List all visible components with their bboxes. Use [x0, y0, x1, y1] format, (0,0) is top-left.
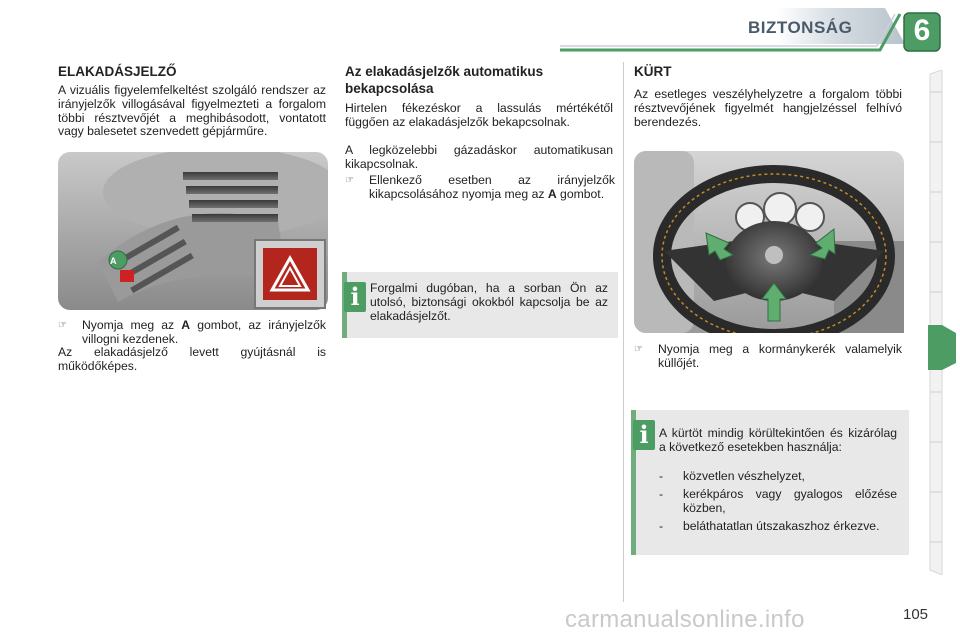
- bullet-arrow-icon: ☞: [634, 344, 643, 355]
- list-item: - kerékpáros vagy gyalogos előzése közben,: [659, 487, 897, 515]
- auto-hazard-bullet-post: gombot.: [556, 186, 605, 201]
- horn-intro: Az esetleges veszélyhelyzetre a forgalom többi résztvevőjének figyelmét hangjelzéssel felhívó berendezés.: [634, 87, 902, 129]
- hazard-note: Az elakadásjelző levett gyújtásnál is működőképes.: [58, 345, 326, 373]
- hazard-bullet: [58, 319, 328, 347]
- chapter-tab-strip: [928, 70, 960, 575]
- auto-hazard-para2: A legközelebbi gázadáskor automatikusan kikapcsolnak.: [345, 143, 613, 171]
- horn-info-intro: A kürtöt mindig körültekintően és kizárólag a következő esetekben használja:: [659, 426, 897, 454]
- bullet-arrow-icon: ☞: [345, 175, 354, 186]
- hazard-lights-section: [58, 63, 328, 80]
- auto-hazard-para1: Hirtelen fékezéskor a lassulás mértékétől függően az elakadásjelzők bekapcsolnak.: [345, 101, 613, 129]
- chapter-title: BIZTONSÁG: [748, 18, 853, 37]
- hazard-bullet-pre: Nyomja meg az: [82, 318, 182, 332]
- page-number: 105: [903, 606, 929, 623]
- hazard-switch-photo: [58, 152, 328, 310]
- watermark: carmanualsonline.info: [565, 606, 805, 633]
- steering-wheel-photo: [634, 151, 904, 333]
- chapter-number: 6: [913, 14, 931, 47]
- hazard-lights-intro: A vizuális figyelemfelkeltést szolgáló rendszer az irányjelzők villogásával figyelmezteti a forgalom többi résztvevőjét a meghibásodott, vontatott vagy balesetet szenvedett gépjárműre.: [58, 83, 326, 139]
- list-item: - közvetlen vészhelyzet,: [659, 469, 805, 483]
- auto-hazard-bullet-key: A: [547, 186, 557, 201]
- info-icon: i: [633, 420, 655, 450]
- column-divider: [623, 62, 624, 602]
- hazard-lights-title: ELAKADÁSJELZŐ: [58, 64, 177, 79]
- auto-hazard-bullet: [345, 174, 615, 216]
- hazard-bullet-key: A: [181, 318, 191, 332]
- horn-bullet-text: Nyomja meg a kormánykerék valamelyik küllőjét.: [658, 342, 902, 370]
- auto-hazard-title: Az elakadásjelzők automatikus bekapcsolása: [345, 64, 544, 96]
- bullet-arrow-icon: ☞: [58, 320, 67, 331]
- horn-bullet: [634, 343, 904, 371]
- horn-title: KÜRT: [634, 64, 672, 79]
- figure-label-a: A: [110, 256, 117, 266]
- horn-info-list: [659, 470, 899, 550]
- hazard-bullet-post: gombot, az irányjelzők villogni kezdenek.: [82, 318, 326, 346]
- traffic-jam-info-text: Forgalmi dugóban, ha a sorban Ön az utolsó, biztonsági okokból kapcsolja be az elakadásjelzőt.: [370, 281, 608, 323]
- info-icon: i: [344, 282, 366, 312]
- auto-hazard-bullet-pre: Ellenkező esetben az irányjelzők kikapcsolásához nyomja meg az: [369, 173, 615, 201]
- list-item: - beláthatatlan útszakaszhoz érkezve.: [659, 519, 880, 533]
